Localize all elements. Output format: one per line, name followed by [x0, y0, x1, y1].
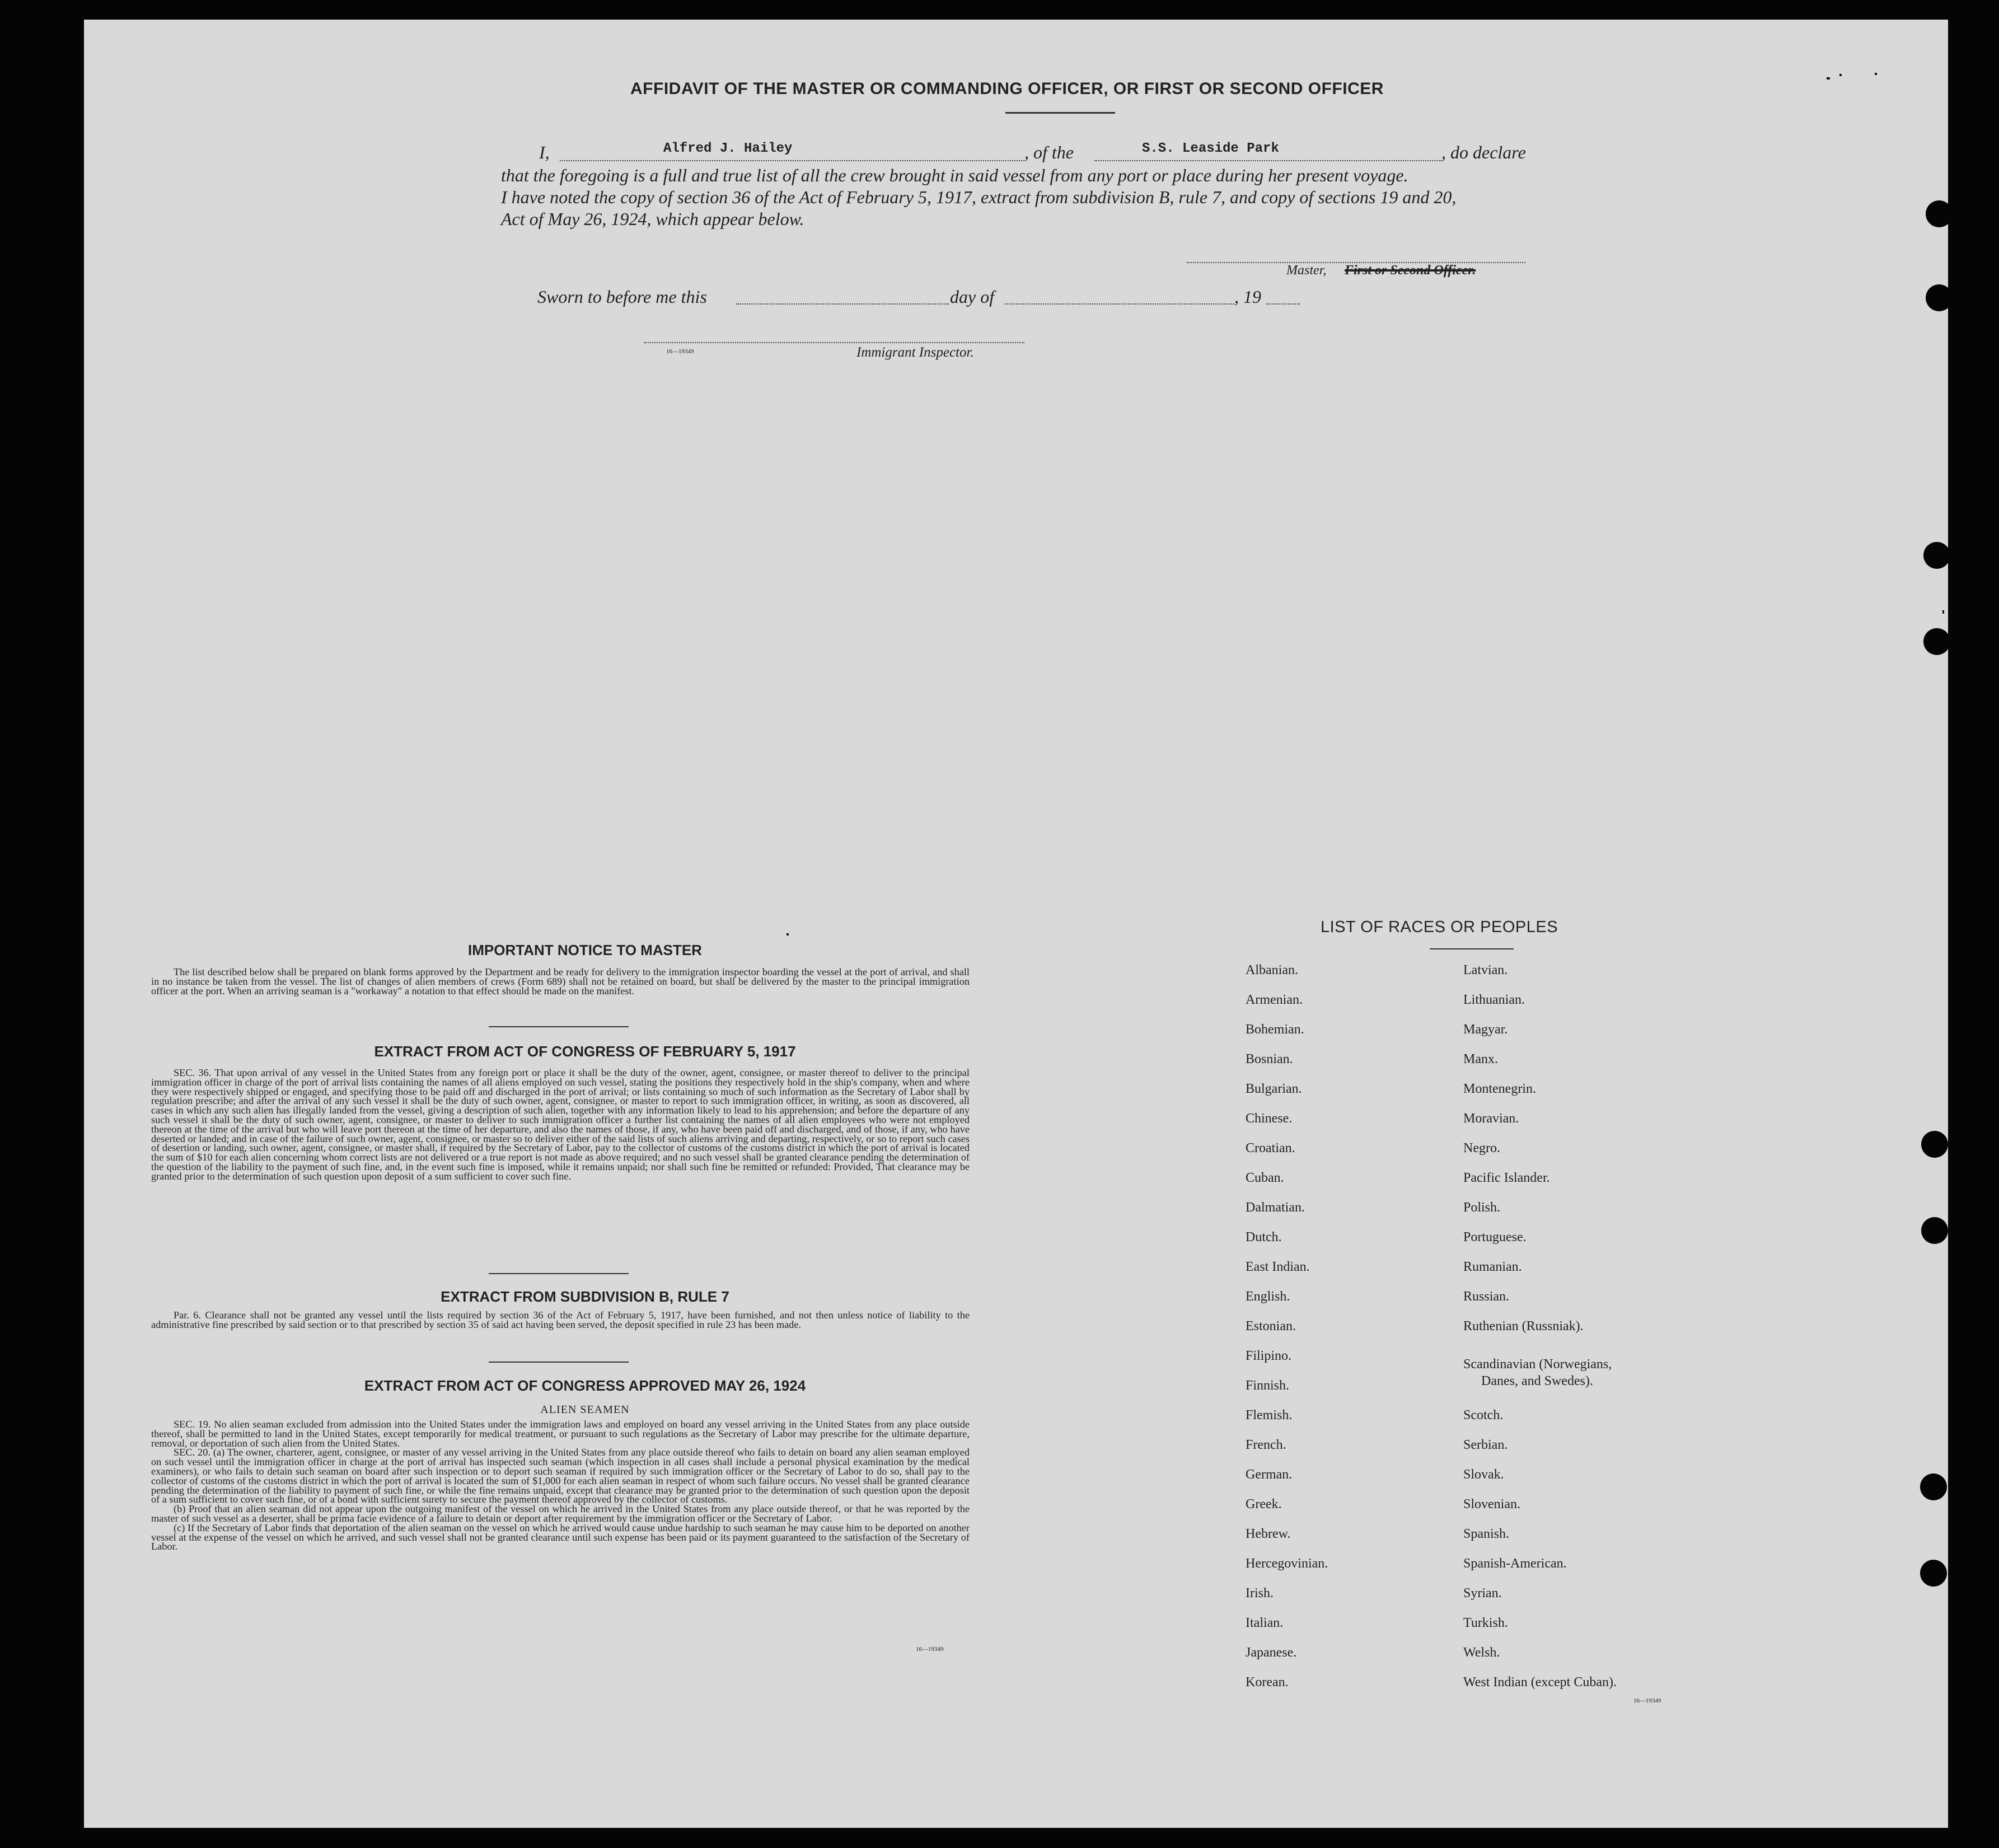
extract-rule7-title: EXTRACT FROM SUBDIVISION B, RULE 7 [441, 1288, 729, 1305]
master-label: Master, [1286, 263, 1327, 278]
race-item: East Indian. [1246, 1260, 1310, 1274]
race-item: Rumanian. [1463, 1260, 1522, 1274]
form-number: 16—19349 [916, 1646, 944, 1653]
race-item: Turkish. [1463, 1616, 1508, 1630]
extract-rule7-text: Par. 6. Clearance shall not be granted any vessel until the lists required by section 36 of the Act of February 5, 1917, have been furnished, and not then unless notice of liability to the administrative fine prescribed by said section or to that prescribed by section 35 of said act having been served, the deposit specified in rule 23 has been made. [151, 1309, 970, 1330]
race-item: Moravian. [1463, 1111, 1519, 1126]
scan-speck [787, 933, 789, 935]
race-item: Pacific Islander. [1463, 1171, 1550, 1185]
affidavit-line-3: Act of May 26, 1924, which appear below. [501, 209, 804, 229]
affidavit-title: AFFIDAVIT OF THE MASTER OR COMMANDING OFFICER, OR FIRST OR SECOND OFFICER [630, 79, 1384, 98]
affidavit-line-1: that the foregoing is a full and true list of all the crew brought in said vessel from any port or place during her present voyage. [501, 165, 1408, 185]
race-item: Spanish-American. [1463, 1556, 1567, 1571]
document-page [84, 20, 1948, 1828]
race-item: Russian. [1463, 1289, 1510, 1304]
punch-hole [1920, 1473, 1947, 1500]
punch-hole [1923, 542, 1950, 569]
affidavit-i-label: I, [539, 142, 550, 162]
notice-title: IMPORTANT NOTICE TO MASTER [468, 942, 702, 958]
race-item: Negro. [1463, 1141, 1500, 1155]
race-item: Hercegovinian. [1246, 1556, 1328, 1571]
race-item: Hebrew. [1246, 1527, 1291, 1541]
extract-1924-body [151, 1420, 970, 1551]
race-item: Estonian. [1246, 1319, 1296, 1334]
section-20a-text: SEC. 20. (a) The owner, charterer, agent, consignee, or master of any vessel arriving in the United States from any place outside thereof who fails to detain on board any alien seaman employed on such vessel until the immigration officer in charge at the port of arrival has inspected such seaman (which inspection in all cases shall include a personal physical examination by the medical examiners), or who fails to detain such seaman on board after such inspection or to deport such seaman if required by such immigration officer or the Secretary of Labor to do so, shall pay to the collector of customs of the customs district in which the port of arrival is located the sum of $1,000 for each alien seaman in respect of whom such failure occurs. No vessel shall be granted clearance pending the determination of the liability to payment of such fine, or while the fine remains unpaid, except that clearance may be granted prior to the determination of such question upon the deposit of a sum sufficient to cover such fine, or of a bond with sufficient surety to secure the payment thereof approved by the collector of customs. [151, 1447, 970, 1505]
race-item: Serbian. [1463, 1438, 1508, 1452]
race-item: Irish. [1246, 1586, 1274, 1601]
form-number: 16—19349 [1633, 1697, 1661, 1704]
affiant-name-value: Alfred J. Hailey [663, 141, 793, 156]
vessel-name-value: S.S. Leaside Park [1142, 141, 1279, 156]
day-of-label: day of [950, 287, 995, 307]
struck-officer-label: First or Second Officer. [1345, 263, 1476, 278]
punch-hole [1926, 200, 1953, 227]
do-declare-label: , do declare [1441, 142, 1526, 162]
scan-speck [1875, 73, 1877, 75]
race-item: Montenegrin. [1463, 1082, 1536, 1096]
race-item: Magyar. [1463, 1022, 1508, 1037]
inspector-label: Immigrant Inspector. [856, 345, 974, 360]
race-item: Albanian. [1246, 963, 1298, 977]
race-item: Ruthenian (Russniak). [1463, 1319, 1584, 1334]
year-label: , 19 [1234, 287, 1261, 307]
races-rule [1430, 948, 1514, 949]
race-item: Cuban. [1246, 1171, 1284, 1185]
race-item: Latvian. [1463, 963, 1508, 977]
extract-1917-title: EXTRACT FROM ACT OF CONGRESS OF FEBRUARY 5, 1917 [374, 1043, 796, 1060]
race-item: Spanish. [1463, 1527, 1510, 1541]
race-item: Lithuanian. [1463, 993, 1525, 1007]
scan-speck [1827, 77, 1830, 79]
race-item: Italian. [1246, 1616, 1284, 1630]
race-item: Bohemian. [1246, 1022, 1304, 1037]
extract-1917-text: SEC. 36. That upon arrival of any vessel in the United States from any foreign port or place it shall be the duty of the owner, agent, consignee, or master thereof to deliver to the principal immigration officer in charge of the port of arrival lists containing the names of all aliens employed on such vessel, stating the positions they respectively hold in the ship's company, when and where they were respectively shipped or engaged, and specifying those to be paid off and discharged in the port of arrival; or lists containing so much of such information as the Secretary of Labor shall by regulation prescribe; and after the arrival of any such vessel it shall be the duty of such owner, agent, consignee, or master to report to such immigration officer, in writing, as soon as discovered, all cases in which any such alien has illegally landed from the vessel, giving a description of such alien, together with any information likely to lead to his apprehension; and before the departure of any such vessel it shall be the duty of such owner, agent, consignee, or master to deliver to such immigration officer a further list containing the names of all alien employees who were not employed thereon at the time of the arrival but who will leave port thereon at the time of her departure, and also the names of those, if any, who have been paid off and discharged, and of those, if any, who have deserted or landed; and in case of the failure of such owner, agent, consignee, or master so to deliver either of the said lists of such aliens arriving and departing, respectively, or so to report such cases of desertion or landing, such owner, agent, consignee, or master shall, if required by the Secretary of Labor, pay to the collector of customs of the customs district in which the port of arrival is located the sum of $10 for each alien concerning whom correct lists are not delivered or a true report is not made as above required; and no such vessel shall be granted clearance pending the determination of the question of the liability to the payment of such fine, and, in the event such fine is imposed, while it remains unpaid; nor shall such fine be remitted or refunded: Provided, That clearance may be granted prior to the determination of such question upon deposit of a sum sufficient to cover such fine. [151, 1067, 970, 1182]
race-item: Manx. [1463, 1052, 1498, 1066]
punch-hole [1920, 1560, 1947, 1587]
race-item: Korean. [1246, 1675, 1289, 1690]
section-rule [489, 1362, 629, 1363]
race-item: Dutch. [1246, 1230, 1282, 1245]
race-item: German. [1246, 1467, 1293, 1482]
race-item: Bulgarian. [1246, 1082, 1302, 1096]
punch-hole [1923, 628, 1950, 655]
punch-hole [1921, 1131, 1948, 1158]
section-20c-text: (c) If the Secretary of Labor finds that deportation of the alien seaman on the vessel on which he arrived would cause undue hardship to such seaman he may cause him to be deported on another vessel at the expense of the vessel on which he arrived, and such vessel shall not be granted clearance until such expense has been paid or its payment guaranteed to the satisfaction of the Secretary of Labor. [151, 1522, 970, 1552]
race-item: Scotch. [1463, 1408, 1504, 1423]
sworn-label: Sworn to before me this [537, 287, 707, 307]
sworn-day-line [736, 303, 949, 305]
punch-hole [1921, 1217, 1948, 1244]
extract-1924-title: EXTRACT FROM ACT OF CONGRESS APPROVED MAY 26, 1924 [364, 1377, 806, 1394]
race-item: Flemish. [1246, 1408, 1293, 1423]
races-title: LIST OF RACES OR PEOPLES [1321, 918, 1558, 936]
scan-speck [1839, 74, 1842, 76]
affidavit-line-2: I have noted the copy of section 36 of the Act of February 5, 1917, extract from subdivision B, rule 7, and copy of sections 19 and 20, [501, 187, 1457, 207]
race-item: Filipino. [1246, 1349, 1292, 1363]
section-rule [489, 1026, 629, 1027]
title-rule [1005, 112, 1115, 114]
race-item: Armenian. [1246, 993, 1303, 1007]
race-item: Slovenian. [1463, 1497, 1520, 1512]
race-item: Portuguese. [1463, 1230, 1527, 1245]
race-item: Scandinavian (Norwegians, [1463, 1357, 1612, 1372]
of-the-label: , of the [1024, 142, 1074, 162]
form-number: 16—19349 [666, 348, 694, 355]
race-item: Dalmatian. [1246, 1200, 1305, 1215]
race-item: Croatian. [1246, 1141, 1295, 1155]
race-item: English. [1246, 1289, 1290, 1304]
race-item: Bosnian. [1246, 1052, 1293, 1066]
sworn-month-line [1005, 303, 1234, 305]
race-item: Syrian. [1463, 1586, 1502, 1601]
race-item: West Indian (except Cuban). [1463, 1675, 1617, 1690]
race-item: Greek. [1246, 1497, 1282, 1512]
section-rule [489, 1273, 629, 1274]
race-item: French. [1246, 1438, 1286, 1452]
section-20b-text: (b) Proof that an alien seaman did not appear upon the outgoing manifest of the vessel on which he arrived in the United States from any place outside thereof, or that he was reported by the master of such vessel as a deserter, shall be prima facie evidence of a failure to detain or deport after requirement by the immigration officer or the Secretary of Labor. [151, 1503, 970, 1524]
sworn-year-line [1266, 303, 1300, 305]
race-item: Welsh. [1463, 1645, 1500, 1660]
notice-text: The list described below shall be prepared on blank forms approved by the Department and be ready for delivery to the immigration inspector boarding the vessel at the port of arrival, and shall in no instance be taken from the vessel. The list of changes of alien members of crews (Form 689) shall not be retained on board, but shall be delivered by the master to the principal immigration officer at the port. When an arriving seaman is a "workaway" a notation to that effect should be made on the manifest. [151, 966, 970, 996]
race-item: Chinese. [1246, 1111, 1293, 1126]
race-item: Finnish. [1246, 1378, 1290, 1393]
vessel-line [1094, 160, 1441, 161]
race-item: Slovak. [1463, 1467, 1504, 1482]
punch-hole [1926, 284, 1953, 311]
race-item: Polish. [1463, 1200, 1501, 1215]
race-item: Japanese. [1246, 1645, 1297, 1660]
scan-speck [1942, 610, 1944, 614]
inspector-signature-line [644, 342, 1024, 343]
name-line [560, 160, 1024, 161]
alien-seamen-subtitle: ALIEN SEAMEN [540, 1403, 630, 1416]
section-19-text: SEC. 19. No alien seaman excluded from admission into the United States under the immigration laws and employed on board any vessel arriving in the United States from any place outside thereof, shall be permitted to land in the United States, except temporarily for medical treatment, or pursuant to such regulations as the Secretary of Labor may prescribe for the ultimate departure, removal, or deportation of such alien from the United States. [151, 1419, 970, 1449]
race-item: Danes, and Swedes). [1481, 1374, 1593, 1388]
